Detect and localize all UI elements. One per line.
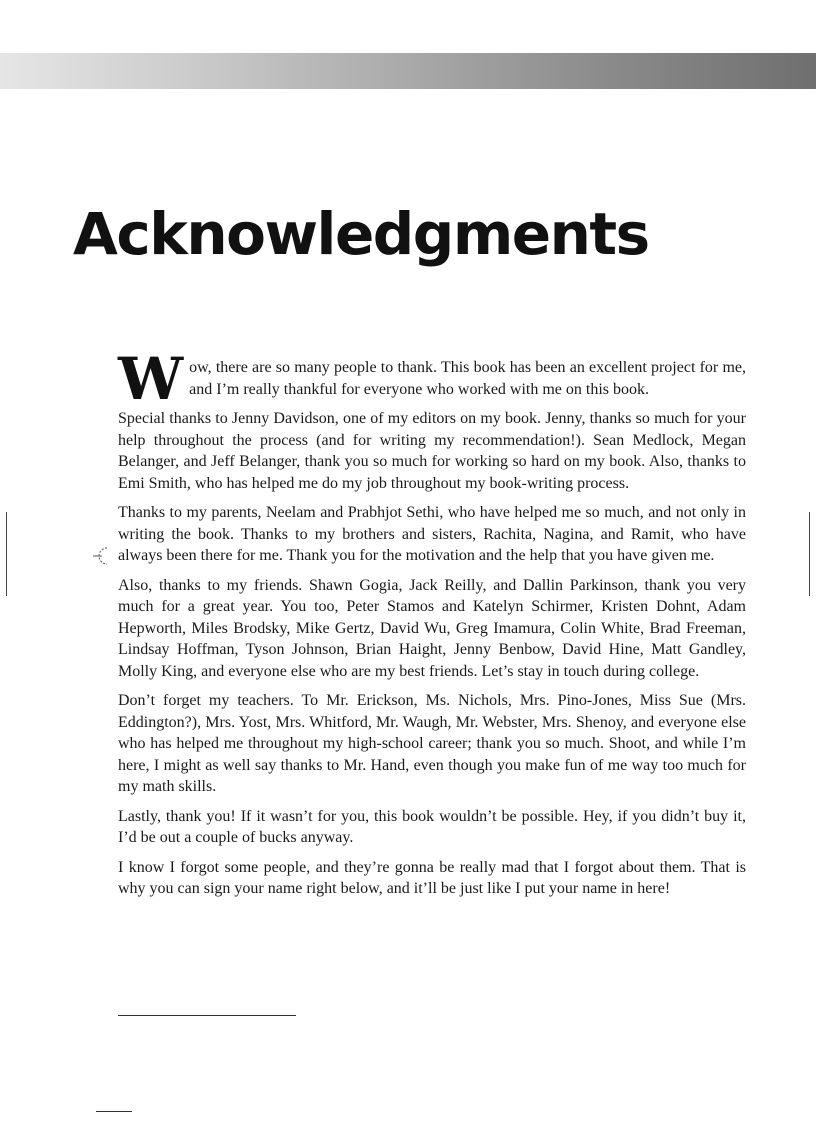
crop-mark-left: [6, 512, 7, 596]
acknowledgments-body: [118, 345, 746, 908]
paragraph-closing: I know I forgot some people, and they’re gonna be really mad that I forgot about them. That is why you can sign your name right below, and it’ll be just like I put your name in here!: [118, 858, 746, 897]
paragraph-editors: Special thanks to Jenny Davidson, one of my editors on my book. Jenny, thanks so much for your help throughout the process (and for writing my recommendation!). Sean Medlock, Megan Belanger, and Jeff Belanger, thank you so much for working so hard on my book. Also, thanks to Emi Smith, who has helped me do my job throughout my book-writing process.: [118, 410, 746, 492]
drop-cap: W: [118, 345, 184, 413]
paragraph-intro-text: ow, there are so many people to thank. This book has been an excellent project for me, and I’m really thankful for everyone who worked with me on this book.: [189, 359, 746, 398]
page-footer-rule: [96, 1111, 132, 1112]
registration-mark-icon: [93, 543, 119, 569]
crop-mark-right: [809, 512, 810, 596]
paragraph-friends: Also, thanks to my friends. Shawn Gogia, Jack Reilly, and Dallin Parkinson, thank you very much for a great year. You too, Peter Stamos and Katelyn Schirmer, Kristen Dohnt, Adam Hepworth, Miles Brodsky, Mike Gertz, David Wu, Greg Imamura, Colin White, Brad Freeman, Lindsay Hoffman, Tyson Johnson, Brian Haight, Jenny Benbow, David Hine, Matt Gandley, Molly King, and everyone else who are my best friends. Let’s stay in touch during college.: [118, 576, 746, 680]
paragraph-reader: Lastly, thank you! If it wasn’t for you, this book wouldn’t be possible. Hey, if you didn’t buy it, I’d be out a couple of bucks anyway.: [118, 807, 746, 846]
header-gradient-bar: [0, 53, 816, 89]
paragraph-family: Thanks to my parents, Neelam and Prabhjot Sethi, who have helped me so much, and not only in writing the book. Thanks to my brothers and sisters, Rachita, Nagina, and Ramit, who have always been there for me. Thank you for the motivation and the help that you have given me.: [118, 504, 746, 564]
paragraph-intro: [118, 345, 746, 413]
page-title: Acknowledgments: [73, 200, 649, 268]
signature-line: [118, 1015, 296, 1016]
paragraph-teachers: Don’t forget my teachers. To Mr. Erickson, Ms. Nichols, Mrs. Pino-Jones, Miss Sue (Mrs. Eddington?), Mrs. Yost, Mrs. Whitford, Mr. Waugh, Mr. Webster, Mrs. Shenoy, and everyone else who has helped me throughout my high-school career; thank you so much. Shoot, and while I’m here, I might as well say thanks to Mr. Hand, even though you make fun of me way too much for my math skills.: [118, 692, 746, 795]
